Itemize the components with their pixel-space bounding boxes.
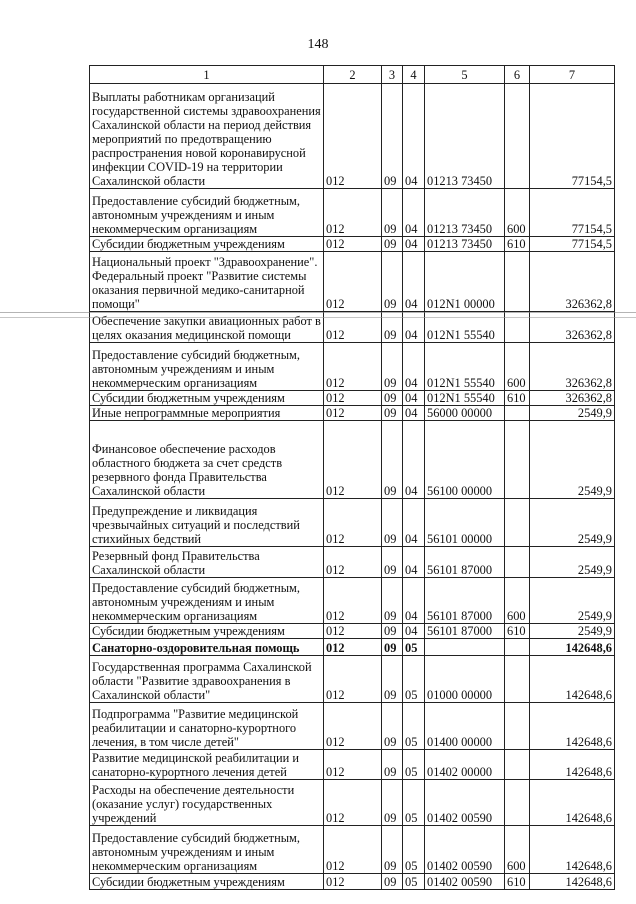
table-row [90, 391, 615, 406]
row-ministry-code: 012 [324, 343, 382, 391]
row-name: Резервный фонд Правительства Сахалинской области [90, 547, 324, 578]
row-expense-type [505, 499, 530, 547]
budget-table [89, 65, 615, 890]
table-row [90, 826, 615, 874]
row-amount: 326362,8 [530, 343, 615, 391]
row-ministry-code: 012 [324, 624, 382, 639]
row-target-code [425, 639, 505, 656]
row-ministry-code: 012 [324, 391, 382, 406]
row-target-code: 56101 87000 [425, 578, 505, 624]
row-ministry-code: 012 [324, 780, 382, 826]
row-name: Субсидии бюджетным учреждениям [90, 237, 324, 252]
row-ministry-code: 012 [324, 656, 382, 703]
row-subsection-code: 04 [403, 237, 425, 252]
row-target-code: 012N1 00000 [425, 252, 505, 312]
row-ministry-code: 012 [324, 252, 382, 312]
row-target-code: 012N1 55540 [425, 312, 505, 343]
row-amount: 2549,9 [530, 421, 615, 499]
row-target-code: 012N1 55540 [425, 391, 505, 406]
table-row [90, 624, 615, 639]
row-amount: 2549,9 [530, 624, 615, 639]
row-expense-type: 600 [505, 343, 530, 391]
row-target-code: 01213 73450 [425, 189, 505, 237]
row-subsection-code: 04 [403, 84, 425, 189]
row-ministry-code: 012 [324, 237, 382, 252]
row-ministry-code: 012 [324, 499, 382, 547]
row-expense-type [505, 252, 530, 312]
row-section-code: 09 [382, 656, 403, 703]
row-target-code: 56101 87000 [425, 624, 505, 639]
table-row [90, 189, 615, 237]
row-amount: 326362,8 [530, 391, 615, 406]
row-subsection-code: 05 [403, 780, 425, 826]
row-expense-type [505, 639, 530, 656]
row-section-code: 09 [382, 578, 403, 624]
table-row [90, 547, 615, 578]
row-name: Выплаты работникам организаций государственной системы здравоохранения Сахалинской области на период действия мероприятий по предотвращению распространения новой коронавирусной инфекции COVID-19 на территории Сахалинской области [90, 84, 324, 189]
row-section-code: 09 [382, 639, 403, 656]
row-section-code: 09 [382, 312, 403, 343]
row-amount: 2549,9 [530, 578, 615, 624]
row-expense-type [505, 656, 530, 703]
row-ministry-code: 012 [324, 189, 382, 237]
row-amount: 2549,9 [530, 547, 615, 578]
row-name: Подпрограмма "Развитие медицинской реабилитации и санаторно-курортного лечения, в том числе детей" [90, 703, 324, 750]
row-subsection-code: 04 [403, 189, 425, 237]
row-subsection-code: 04 [403, 343, 425, 391]
row-amount: 77154,5 [530, 237, 615, 252]
row-ministry-code: 012 [324, 639, 382, 656]
row-amount: 142648,6 [530, 703, 615, 750]
row-name: Предоставление субсидий бюджетным, автономным учреждениям и иным некоммерческим организациям [90, 826, 324, 874]
table-row [90, 874, 615, 890]
row-expense-type [505, 84, 530, 189]
row-name: Национальный проект "Здравоохранение". Федеральный проект "Развитие системы оказания первичной медико-санитарной помощи" [90, 252, 324, 312]
table-row [90, 421, 615, 499]
row-ministry-code: 012 [324, 578, 382, 624]
row-name: Субсидии бюджетным учреждениям [90, 624, 324, 639]
table-row [90, 343, 615, 391]
row-section-code: 09 [382, 874, 403, 890]
row-subsection-code: 05 [403, 703, 425, 750]
row-section-code: 09 [382, 780, 403, 826]
header-row [90, 66, 615, 84]
row-expense-type [505, 750, 530, 780]
row-subsection-code: 04 [403, 406, 425, 421]
row-section-code: 09 [382, 189, 403, 237]
row-ministry-code: 012 [324, 547, 382, 578]
row-target-code: 56101 00000 [425, 499, 505, 547]
row-amount: 142648,6 [530, 780, 615, 826]
row-target-code: 56000 00000 [425, 406, 505, 421]
row-section-code: 09 [382, 84, 403, 189]
row-subsection-code: 05 [403, 874, 425, 890]
row-amount: 2549,9 [530, 499, 615, 547]
row-name: Развитие медицинской реабилитации и санаторно-курортного лечения детей [90, 750, 324, 780]
row-target-code: 01213 73450 [425, 237, 505, 252]
table-row [90, 499, 615, 547]
row-expense-type [505, 406, 530, 421]
row-name: Государственная программа Сахалинской области "Развитие здравоохранения в Сахалинской области" [90, 656, 324, 703]
row-subsection-code: 04 [403, 421, 425, 499]
row-subsection-code: 04 [403, 624, 425, 639]
row-expense-type [505, 547, 530, 578]
row-section-code: 09 [382, 499, 403, 547]
row-expense-type [505, 703, 530, 750]
row-section-code: 09 [382, 826, 403, 874]
row-target-code: 01400 00000 [425, 703, 505, 750]
row-subsection-code: 04 [403, 391, 425, 406]
header-cell: 1 [90, 66, 324, 84]
row-expense-type: 600 [505, 578, 530, 624]
table-row [90, 406, 615, 421]
row-name: Санаторно-оздоровительная помощь [90, 639, 324, 656]
row-name: Финансовое обеспечение расходов областного бюджета за счет средств резервного фонда Правительства Сахалинской области [90, 421, 324, 499]
header-cell: 4 [403, 66, 425, 84]
page-number: 148 [307, 37, 329, 52]
header-cell: 5 [425, 66, 505, 84]
row-ministry-code: 012 [324, 750, 382, 780]
row-amount: 142648,6 [530, 656, 615, 703]
table-row [90, 252, 615, 312]
row-section-code: 09 [382, 237, 403, 252]
row-target-code: 012N1 55540 [425, 343, 505, 391]
row-ministry-code: 012 [324, 703, 382, 750]
header-cell: 7 [530, 66, 615, 84]
row-ministry-code: 012 [324, 312, 382, 343]
table-row [90, 237, 615, 252]
row-section-code: 09 [382, 547, 403, 578]
row-ministry-code: 012 [324, 84, 382, 189]
row-section-code: 09 [382, 406, 403, 421]
row-expense-type: 610 [505, 874, 530, 890]
row-expense-type [505, 780, 530, 826]
row-amount: 142648,6 [530, 874, 615, 890]
header-cell: 2 [324, 66, 382, 84]
table-row [90, 703, 615, 750]
row-expense-type: 610 [505, 391, 530, 406]
row-target-code: 56100 00000 [425, 421, 505, 499]
row-target-code: 01402 00590 [425, 826, 505, 874]
row-expense-type: 610 [505, 237, 530, 252]
row-section-code: 09 [382, 750, 403, 780]
row-name: Субсидии бюджетным учреждениям [90, 874, 324, 890]
table-row [90, 84, 615, 189]
row-section-code: 09 [382, 391, 403, 406]
row-target-code: 01402 00000 [425, 750, 505, 780]
row-ministry-code: 012 [324, 406, 382, 421]
row-subsection-code: 05 [403, 750, 425, 780]
row-subsection-code: 05 [403, 656, 425, 703]
row-name: Предоставление субсидий бюджетным, автономным учреждениям и иным некоммерческим организациям [90, 578, 324, 624]
row-amount: 2549,9 [530, 406, 615, 421]
row-target-code: 01000 00000 [425, 656, 505, 703]
row-name: Иные непрограммные мероприятия [90, 406, 324, 421]
table-row [90, 639, 615, 656]
row-name: Предоставление субсидий бюджетным, автономным учреждениям и иным некоммерческим организациям [90, 343, 324, 391]
row-expense-type [505, 421, 530, 499]
row-section-code: 09 [382, 703, 403, 750]
table-row [90, 656, 615, 703]
row-section-code: 09 [382, 343, 403, 391]
row-target-code: 01402 00590 [425, 874, 505, 890]
table-row [90, 750, 615, 780]
row-amount: 142648,6 [530, 750, 615, 780]
table-row [90, 578, 615, 624]
row-expense-type: 600 [505, 826, 530, 874]
row-ministry-code: 012 [324, 874, 382, 890]
row-subsection-code: 05 [403, 639, 425, 656]
row-target-code: 56101 87000 [425, 547, 505, 578]
row-name: Субсидии бюджетным учреждениям [90, 391, 324, 406]
row-name: Расходы на обеспечение деятельности (оказание услуг) государственных учреждений [90, 780, 324, 826]
row-amount: 77154,5 [530, 189, 615, 237]
row-amount: 77154,5 [530, 84, 615, 189]
row-ministry-code: 012 [324, 826, 382, 874]
row-subsection-code: 04 [403, 547, 425, 578]
row-name: Предоставление субсидий бюджетным, автономным учреждениям и иным некоммерческим организациям [90, 189, 324, 237]
row-name: Предупреждение и ликвидация чрезвычайных ситуаций и последствий стихийных бедствий [90, 499, 324, 547]
row-expense-type: 610 [505, 624, 530, 639]
row-name: Обеспечение закупки авиационных работ в целях оказания медицинской помощи [90, 312, 324, 343]
row-ministry-code: 012 [324, 421, 382, 499]
row-amount: 326362,8 [530, 252, 615, 312]
row-section-code: 09 [382, 624, 403, 639]
row-subsection-code: 04 [403, 499, 425, 547]
row-target-code: 01213 73450 [425, 84, 505, 189]
row-expense-type: 600 [505, 189, 530, 237]
row-subsection-code: 04 [403, 578, 425, 624]
row-subsection-code: 04 [403, 312, 425, 343]
row-amount: 326362,8 [530, 312, 615, 343]
row-subsection-code: 05 [403, 826, 425, 874]
header-cell: 3 [382, 66, 403, 84]
row-subsection-code: 04 [403, 252, 425, 312]
row-amount: 142648,6 [530, 826, 615, 874]
table-row [90, 780, 615, 826]
row-section-code: 09 [382, 252, 403, 312]
scan-fold-line [0, 312, 636, 318]
row-target-code: 01402 00590 [425, 780, 505, 826]
row-amount: 142648,6 [530, 639, 615, 656]
header-cell: 6 [505, 66, 530, 84]
row-section-code: 09 [382, 421, 403, 499]
